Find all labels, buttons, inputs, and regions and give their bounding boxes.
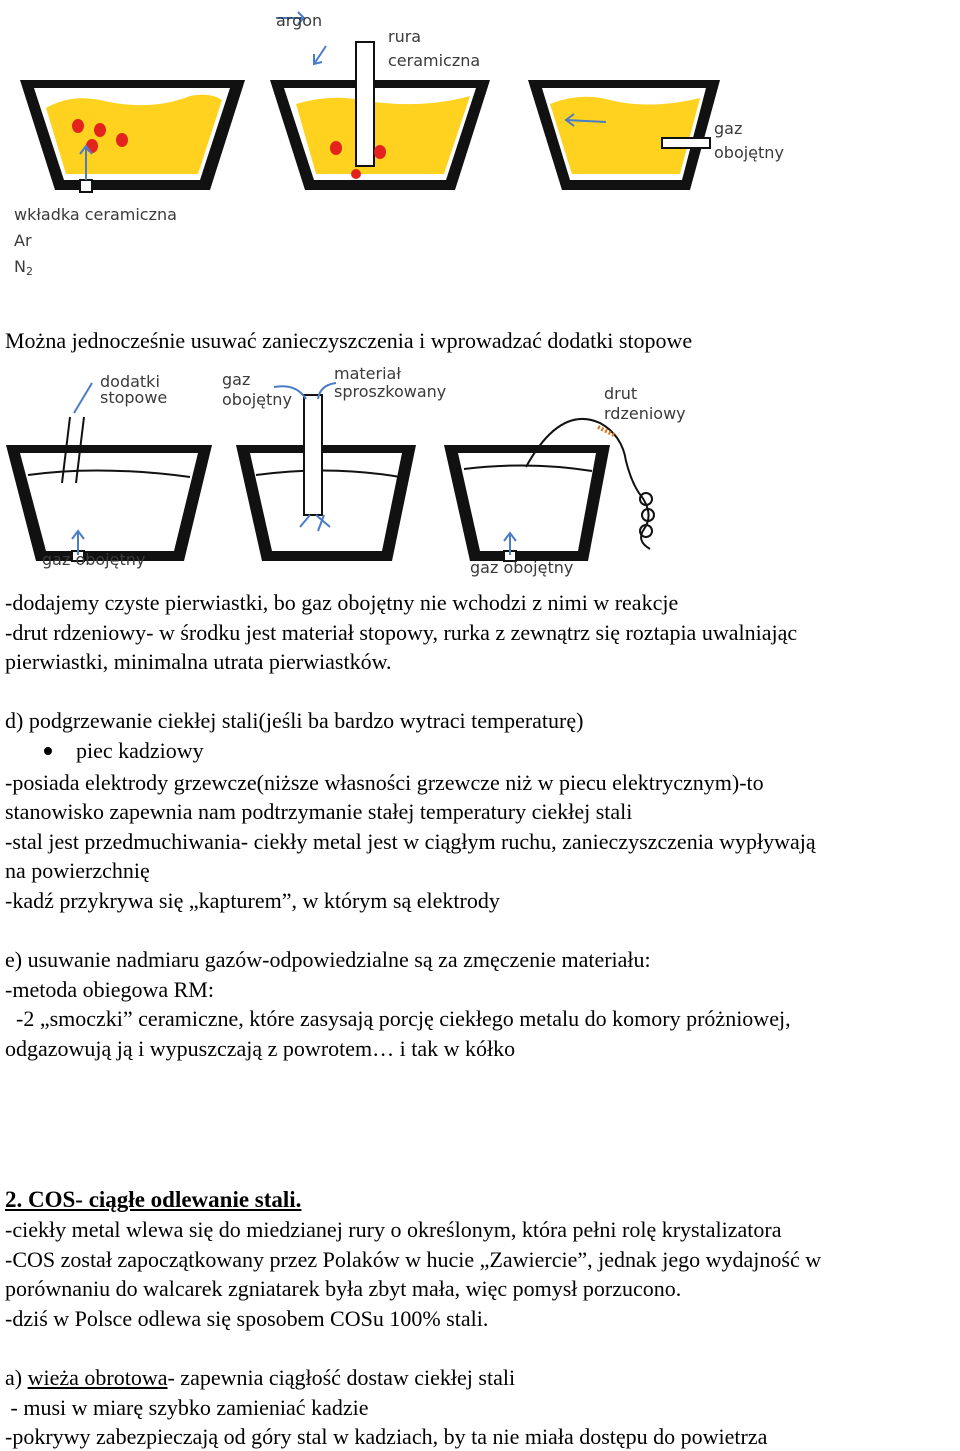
para1-line: -drut rdzeniowy- w środku jest materiał stopowy, rurka z zewnątrz się roztapia uwalniając: [5, 620, 798, 645]
section-d-line: na powierzchnię: [5, 858, 150, 883]
impurity-drop: [374, 145, 386, 159]
section-a-heading: a) wieża obrotowa- zapewnia ciągłość dostaw ciekłej stali: [5, 1365, 516, 1390]
section-e-line: -metoda obiegowa RM:: [5, 977, 214, 1002]
label-gaz-obojetny-1: gaz obojętny: [42, 550, 146, 569]
section-e-line: -2 „smoczki” ceramiczne, które zasysają porcję ciekłego metalu do komory próżniowej,: [5, 1006, 791, 1031]
impurity-drop: [351, 169, 361, 179]
ladle-side-nozzle: [528, 80, 720, 190]
section-2-line: porównaniu do walcarek zgniatarek była zbyt mała, więc pomysł porzucono.: [5, 1276, 682, 1301]
figure-gas-blowing-ladles: [0, 0, 960, 290]
label-gaz-obojetny-2: gaz obojętny: [470, 558, 574, 577]
section-2-heading: 2. COS- ciągłe odlewanie stali.: [5, 1187, 302, 1212]
section-d-line: -stal jest przedmuchiwania- ciekły metal jest w ciągłym ruchu, zanieczyszczenia wypływają: [5, 829, 816, 854]
label-ceramiczna: ceramiczna: [388, 51, 481, 70]
ladle-lance: [270, 12, 490, 190]
label-ar: Ar: [14, 231, 32, 250]
label-obojetny: obojętny: [714, 143, 784, 162]
ladle-cored-wire: [444, 419, 654, 561]
section-e-line: e) usuwanie nadmiaru gazów-odpowiedzialne są za zmęczenie materiału:: [5, 947, 651, 972]
section-2-line: -COS został zapoczątkowany przez Polaków w hucie „Zawiercie”, jednak jego wydajność w: [5, 1247, 822, 1272]
section-e-line: odgazowują ją i wypuszczają z powrotem… i tak w kółko: [5, 1036, 516, 1061]
section-2-line: -ciekły metal wlewa się do miedzianej rury o określonym, która pełni rolę krystalizatora: [5, 1217, 782, 1242]
impurity-drop: [94, 123, 106, 137]
section-d-line: stanowisko zapewnia nam podtrzymanie stałej temperatury ciekłej stali: [5, 799, 633, 824]
side-nozzle: [662, 138, 710, 148]
para1-line: pierwiastki, minimalna utrata pierwiastków.: [5, 649, 392, 674]
section-2-line: -dziś w Polsce odlewa się sposobem COSu 100% stali.: [5, 1306, 489, 1331]
label-obojetny: obojętny: [222, 390, 292, 409]
label-argon: argon: [276, 11, 323, 30]
ceramic-tube: [356, 42, 374, 166]
label-dodatki: dodatki: [100, 372, 160, 391]
label-stopowe: stopowe: [100, 388, 168, 407]
section-a-line: -pokrywy zabezpieczają od góry stal w kadziach, by ta nie miała dostępu do powietrza: [5, 1424, 768, 1449]
label-gaz: gaz: [222, 370, 251, 389]
section-d-line: -kadź przykrywa się „kapturem”, w którym są elektrody: [5, 888, 500, 913]
powder-lance: [304, 395, 322, 515]
ladle-bottom-plug: [20, 80, 245, 192]
ladle-powder-lance: [236, 383, 416, 561]
impurity-drop: [116, 133, 128, 147]
label-wkladka: wkładka ceramiczna: [14, 205, 177, 224]
label-sproszkowany: sproszkowany: [334, 382, 447, 401]
gas-arrow: [314, 46, 326, 64]
para1-line: -dodajemy czyste pierwiastki, bo gaz obojętny nie wchodzi z nimi w reakcje: [5, 590, 679, 615]
underlined-term: wieża obrotowa: [27, 1365, 168, 1390]
label-material: materiał: [334, 365, 401, 383]
impurity-drop: [330, 141, 342, 155]
impurity-drop: [72, 119, 84, 133]
text-simultaneous: Można jednocześnie usuwać zanieczyszczenia i wprowadzać dodatki stopowe: [5, 328, 693, 353]
label-drut: drut: [604, 384, 638, 403]
section-d-heading: d) podgrzewanie ciekłej stali(jeśli ba bardzo wytraci temperaturę): [5, 708, 584, 733]
section-a-line: - musi w miarę szybko zamieniać kadzie: [5, 1395, 369, 1420]
bullet-dot: [44, 747, 52, 755]
figure-alloy-additions: [0, 365, 960, 585]
ladle-alloy-chute: [6, 383, 212, 561]
label-rdzeniowy: rdzeniowy: [604, 404, 686, 423]
section-d-line: -posiada elektrody grzewcze(niższe własności grzewcze niż w piecu elektrycznym)-to: [5, 770, 764, 795]
label-rura: rura: [388, 27, 422, 46]
label-gaz: gaz: [714, 119, 743, 138]
bullet-item: piec kadziowy: [44, 738, 204, 764]
impurity-drop: [86, 139, 98, 153]
label-n2: N2: [14, 257, 33, 278]
